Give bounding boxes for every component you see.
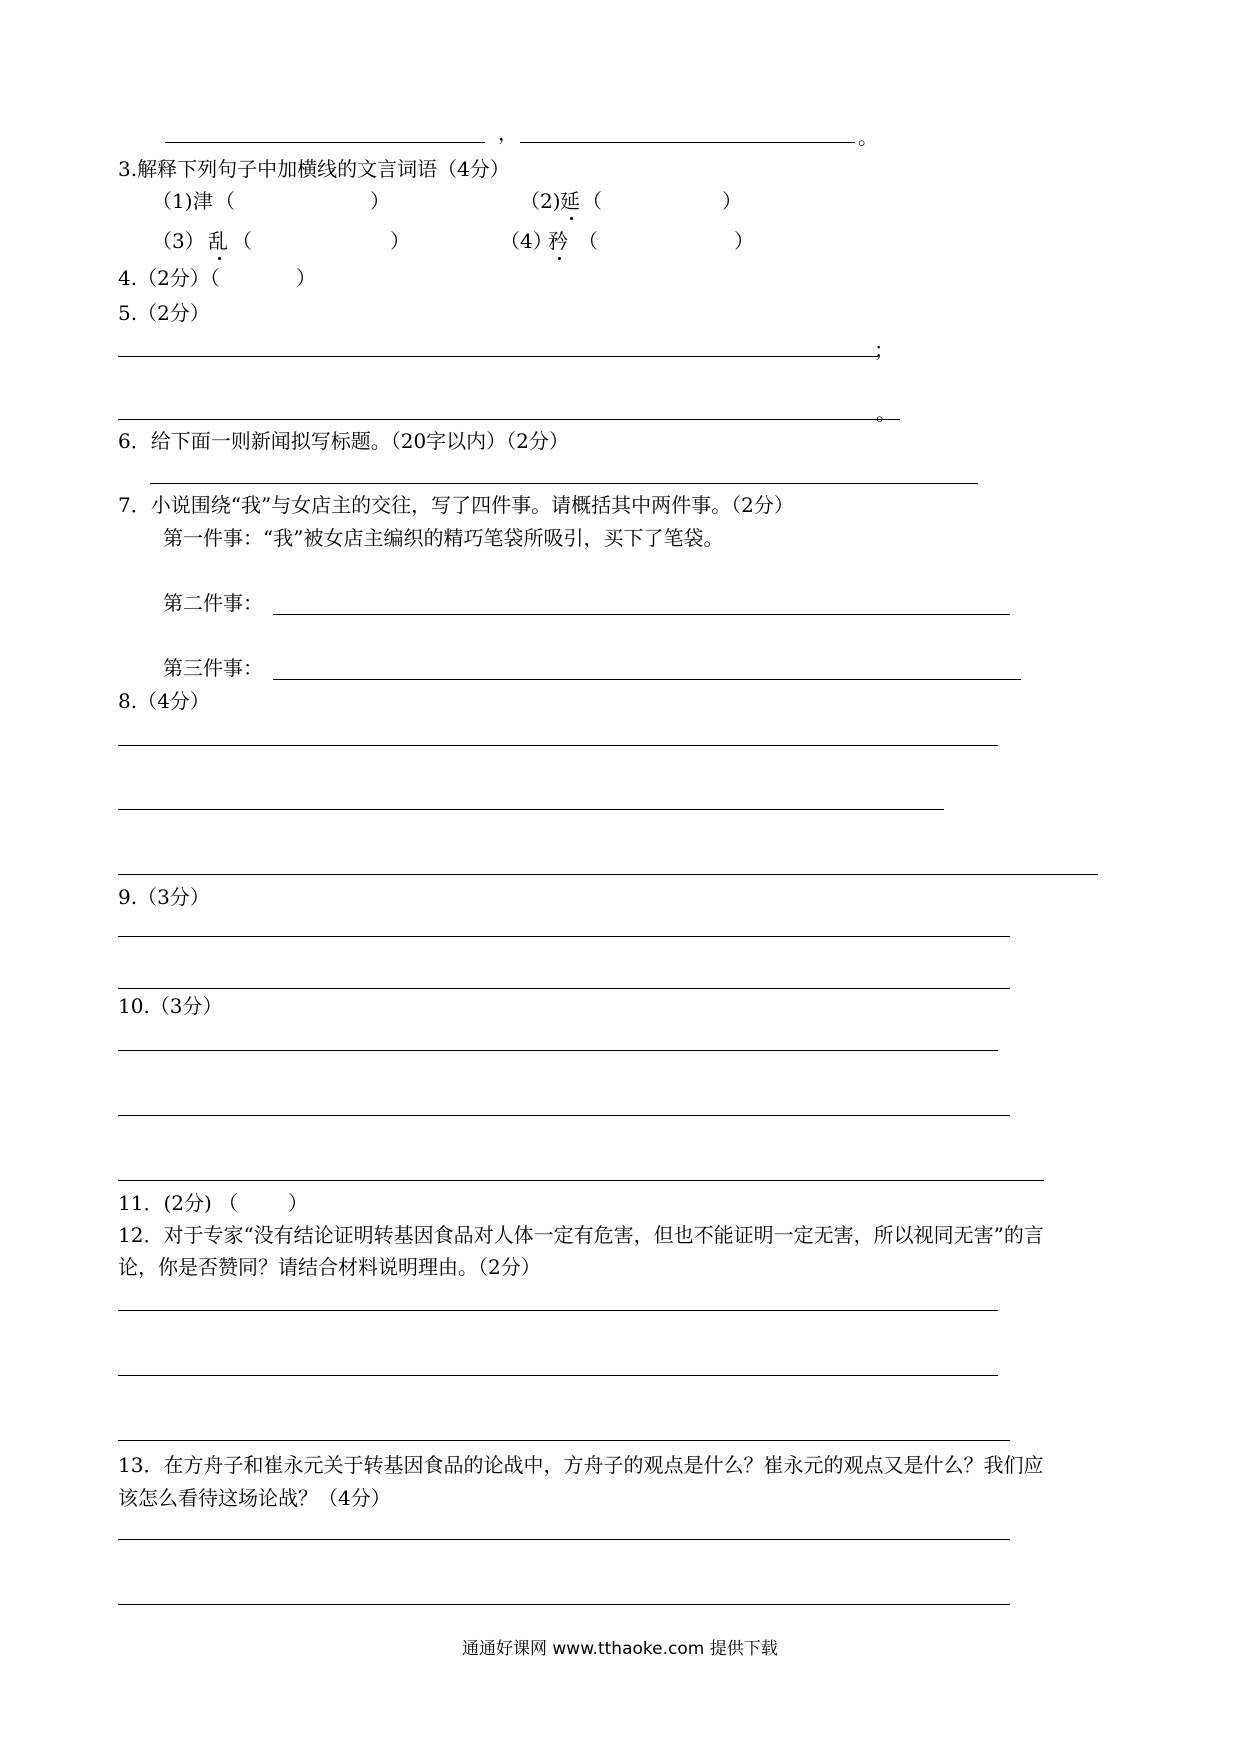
q13-answer-line-2[interactable]	[118, 1604, 1010, 1605]
q2-answer-line-1[interactable]	[165, 142, 485, 143]
q13-text-line-1: 13．在方舟子和崔永元关于转基因食品的论战中，方舟子的观点是什么？崔永元的观点又是什么？我们应	[118, 1453, 1044, 1477]
q12-text-line-1: 12．对于专家“没有结论证明转基因食品对人体一定有危害，但也不能证明一定无害，所以视同无害”的言	[118, 1223, 1044, 1247]
q7-second-label: 第二件事：	[163, 591, 263, 615]
q3-item-1-open: （	[215, 189, 235, 213]
q9-label: 9.（3分）	[118, 885, 210, 909]
q4-label: 4.（2分）（	[118, 266, 220, 290]
q12-answer-line-1[interactable]	[118, 1310, 998, 1311]
q3-item-3-answer-blank[interactable]	[258, 228, 388, 254]
q5-answer-line-2[interactable]	[118, 419, 900, 420]
q8-answer-line-3[interactable]	[118, 874, 1098, 875]
q3-item-2-emphasis-dot	[570, 217, 573, 220]
q9-answer-line-2[interactable]	[118, 988, 1010, 989]
q2-period: 。	[858, 125, 878, 149]
q3-item-2-close: ）	[722, 189, 742, 213]
q6-label: 6．给下面一则新闻拟写标题。（20字以内）（2分）	[118, 429, 569, 453]
q11-label: 11．(2分) （	[118, 1191, 239, 1215]
q7-third-answer-line[interactable]	[273, 679, 1021, 680]
q3-item-3-num: （3）	[152, 229, 205, 253]
q2-comma: ，	[498, 121, 518, 145]
q8-answer-line-2[interactable]	[118, 809, 944, 810]
q3-item-1-close: ）	[370, 189, 390, 213]
q10-answer-line-2[interactable]	[118, 1115, 1010, 1116]
q12-text-line-2: 论，你是否赞同？请结合材料说明理由。（2分）	[118, 1255, 541, 1279]
q3-item-1-word: 津	[193, 189, 213, 213]
q2-answer-line-2[interactable]	[520, 142, 855, 143]
q13-answer-line-1[interactable]	[118, 1539, 1010, 1540]
q10-answer-line-3[interactable]	[118, 1180, 1044, 1181]
q3-item-4-num: （4）	[500, 229, 553, 253]
q13-text-line-2: 该怎么看待这场论战？（4分）	[118, 1486, 391, 1510]
q7-second-answer-line[interactable]	[273, 614, 1010, 615]
q12-answer-line-2[interactable]	[118, 1375, 998, 1376]
q3-item-2-word: 延	[560, 189, 580, 213]
q3-item-2-num: （2)	[520, 189, 561, 213]
q3-item-1-num: （1)	[152, 189, 193, 213]
q3-title: 3.解释下列句子中加横线的文言词语（4分）	[118, 157, 510, 181]
q12-answer-line-3[interactable]	[118, 1440, 1010, 1441]
q11-answer-blank[interactable]	[258, 1190, 288, 1216]
q11-close: ）	[288, 1191, 308, 1215]
q3-item-3-close: ）	[390, 229, 410, 253]
q3-item-2-answer-blank[interactable]	[605, 188, 720, 214]
q3-item-4-open: （	[578, 229, 598, 253]
q8-answer-line-1[interactable]	[118, 745, 998, 746]
q7-third-label: 第三件事：	[163, 656, 263, 680]
q8-label: 8.（4分）	[118, 689, 210, 713]
q3-item-4-close: ）	[734, 229, 754, 253]
q3-item-4-answer-blank[interactable]	[602, 228, 732, 254]
q4-close: ）	[296, 266, 316, 290]
q5-label: 5.（2分）	[118, 301, 210, 325]
q3-item-3-word: 乱	[208, 229, 228, 253]
q3-item-3-emphasis-dot	[218, 257, 221, 260]
q3-item-1-answer-blank[interactable]	[240, 188, 370, 214]
q4-answer-blank[interactable]	[228, 265, 296, 291]
q5-semicolon: ；	[874, 338, 894, 362]
q3-item-4-emphasis-dot	[558, 257, 561, 260]
q5-answer-line-1[interactable]	[118, 356, 878, 357]
q3-item-3-open: （	[232, 229, 252, 253]
q9-answer-line-1[interactable]	[118, 936, 1010, 937]
q3-item-4-word: 矜	[548, 229, 568, 253]
footer-text: 通通好课网 www.tthaoke.com 提供下载	[462, 1639, 778, 1659]
q3-item-2-open: （	[582, 189, 602, 213]
q10-answer-line-1[interactable]	[118, 1050, 998, 1051]
q7-label: 7．小说围绕“我”与女店主的交往，写了四件事。请概括其中两件事。（2分）	[118, 493, 794, 517]
q6-answer-line[interactable]	[150, 483, 978, 484]
q5-period: 。	[876, 401, 896, 425]
q10-label: 10.（3分）	[118, 994, 223, 1018]
q7-first-event: 第一件事：“我”被女店主编织的精巧笔袋所吸引，买下了笔袋。	[163, 526, 724, 550]
